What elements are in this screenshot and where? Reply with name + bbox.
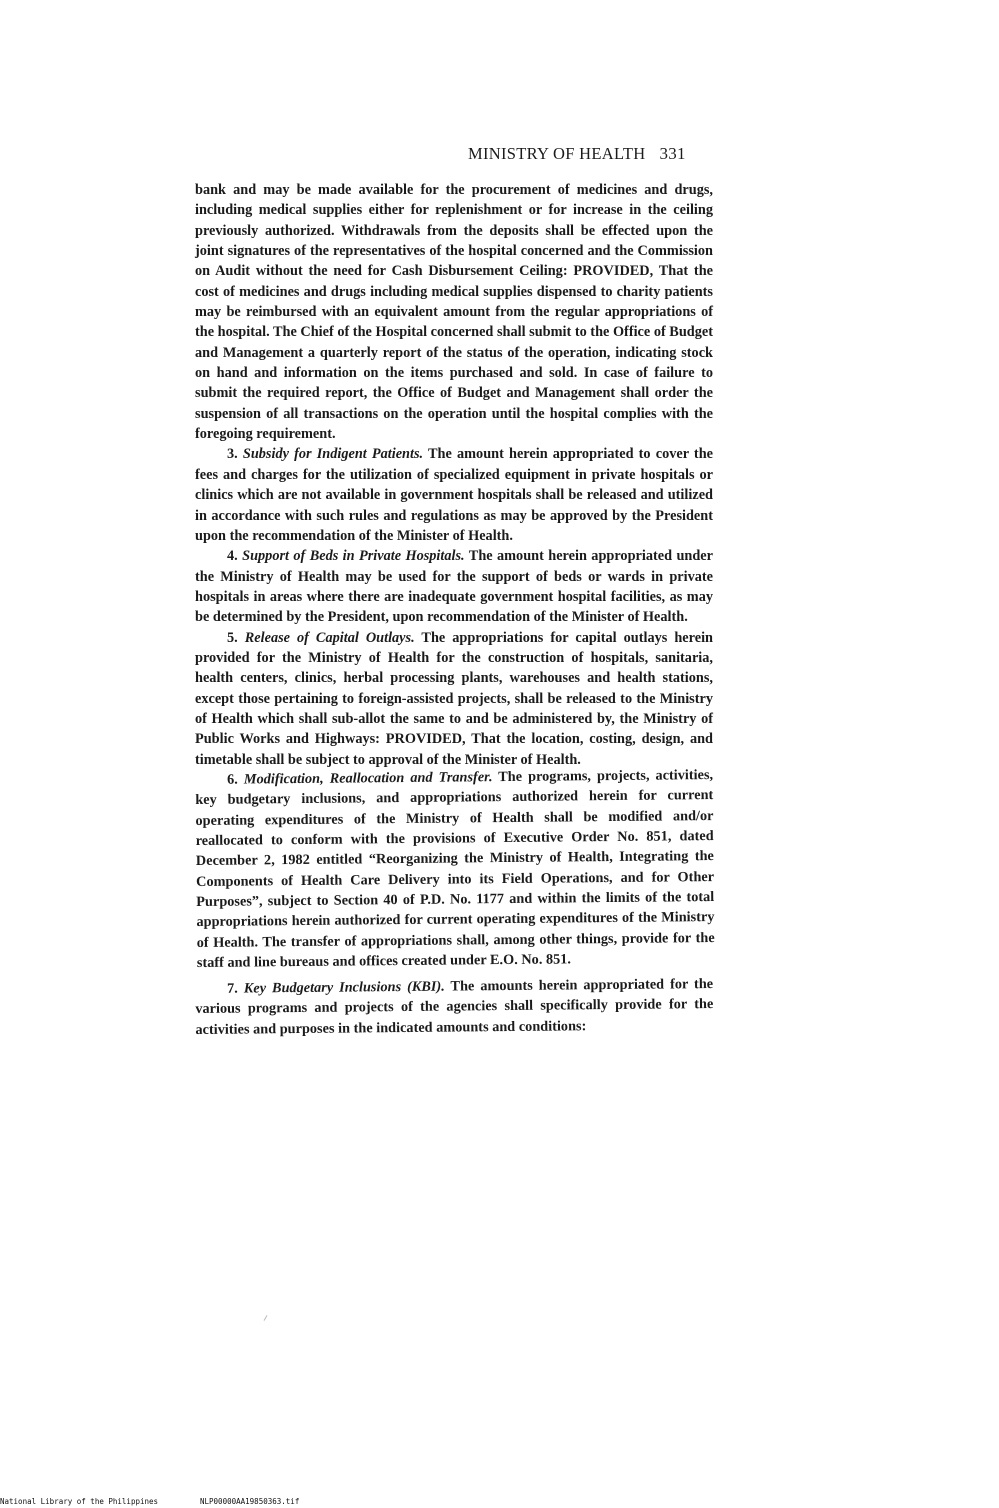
document-body (195, 180, 713, 1040)
scan-footer-library: National Library of the Philippines (0, 1497, 159, 1506)
section-title: Subsidy for Indigent Patients. (242, 446, 424, 463)
section-text: The amounts herein appropriated for the various programs and projects of the agencies shall specifically provide for the activities and purposes in the indicated amounts and conditions: (195, 976, 714, 1039)
section-title: Modification, Reallocation and Transfer. (243, 769, 493, 788)
section-title: Release of Capital Outlays. (244, 629, 415, 646)
header-title: MINISTRY OF HEALTH (468, 144, 646, 163)
section-text: The programs, projects, activities, key budgetary inclusions, and appropriations authorized herein for current operating expenditures of the Ministry of Health shall be modified and/or reallocated to conform with the provisions of Executive Order No. 851, dated December 2, 1982 entitled “Reorganizing the Ministry of Health, Integrating the Components of Health Care Delivery into its Field Operations, and for Other Purposes”, subject to Section 40 of P.D. No. 1177 and within the limits of the total appropriations herein authorized for current operating expenditures of the Ministry of Health. The transfer of appropriations shall, among other things, provide for the staff and line bureaus and offices created under E.O. No. 851. (195, 766, 715, 972)
section-number: 3. (227, 446, 238, 463)
scan-footer-filename: NLP00000AA19850363.tif (200, 1497, 300, 1506)
section-number: 5. (227, 629, 238, 646)
paragraph-continued: bank and may be made available for the procurement of medicines and drugs, including medical supplies either for replenishment or for increase in the ceiling previously authorized. Withdrawals from the deposits shall be effected upon the joint signatures of the representatives of the hospital concerned and the Commission on Audit without the need for Cash Disbursement Ceiling: PROVIDED, That the cost of medicines and drugs including medical supplies dispensed to charity patients may be reimbursed with an equivalent amount from the regular appropriations of the hospital. The Chief of the Hospital concerned shall submit to the Office of Budget and Management a quarterly report of the status of the operation, indicating stock on hand and information on the items purchased and sold. In case of failure to submit the required report, the Office of Budget and Management shall order the suspension of all transactions on the operation until the hospital complies with the foregoing requirement. (195, 182, 713, 443)
running-header (468, 144, 718, 164)
section-title: Support of Beds in Private Hospitals. (242, 548, 465, 565)
section-5 (195, 628, 713, 770)
section-title: Key Budgetary Inclusions (KBI). (243, 979, 445, 997)
section-text: The amount herein appropriated under the Ministry of Health may be used for the support of beds or wards in private hospitals in areas where there are inadequate government hospital facilities, as may be determined by the President, upon recommendation of the Minister of Health. (195, 548, 713, 626)
section-3 (195, 444, 713, 546)
section-7 (195, 974, 714, 1040)
section-6 (195, 765, 715, 973)
section-4 (195, 546, 713, 627)
section-text: The amount herein appropriated to cover the fees and charges for the utilization of specialized equipment in private hospitals or clinics which are not available in government hospitals shall be released and utilized in accordance with such rules and regulations as may be approved by the President upon the recommendation of the Minister of Health. (195, 446, 713, 544)
page-number: 331 (659, 144, 686, 163)
section-number: 7. (227, 980, 238, 998)
section-text: The appropriations for capital outlays herein provided for the Ministry of Health for the construction of hospitals, sanitaria, health centers, clinics, herbal processing plants, warehouses and health stations, except those pertaining to foreign-assisted projects, shall be released to the Ministry of Health which shall sub-allot the same to and be administered by, the Ministry of Public Works and Highways: PROVIDED, That the location, costing, design, and timetable shall be subject to approval of the Minister of Health. (195, 629, 714, 768)
section-number: 4. (227, 548, 238, 565)
scan-speck (264, 1315, 268, 1321)
section-number: 6. (227, 771, 238, 788)
